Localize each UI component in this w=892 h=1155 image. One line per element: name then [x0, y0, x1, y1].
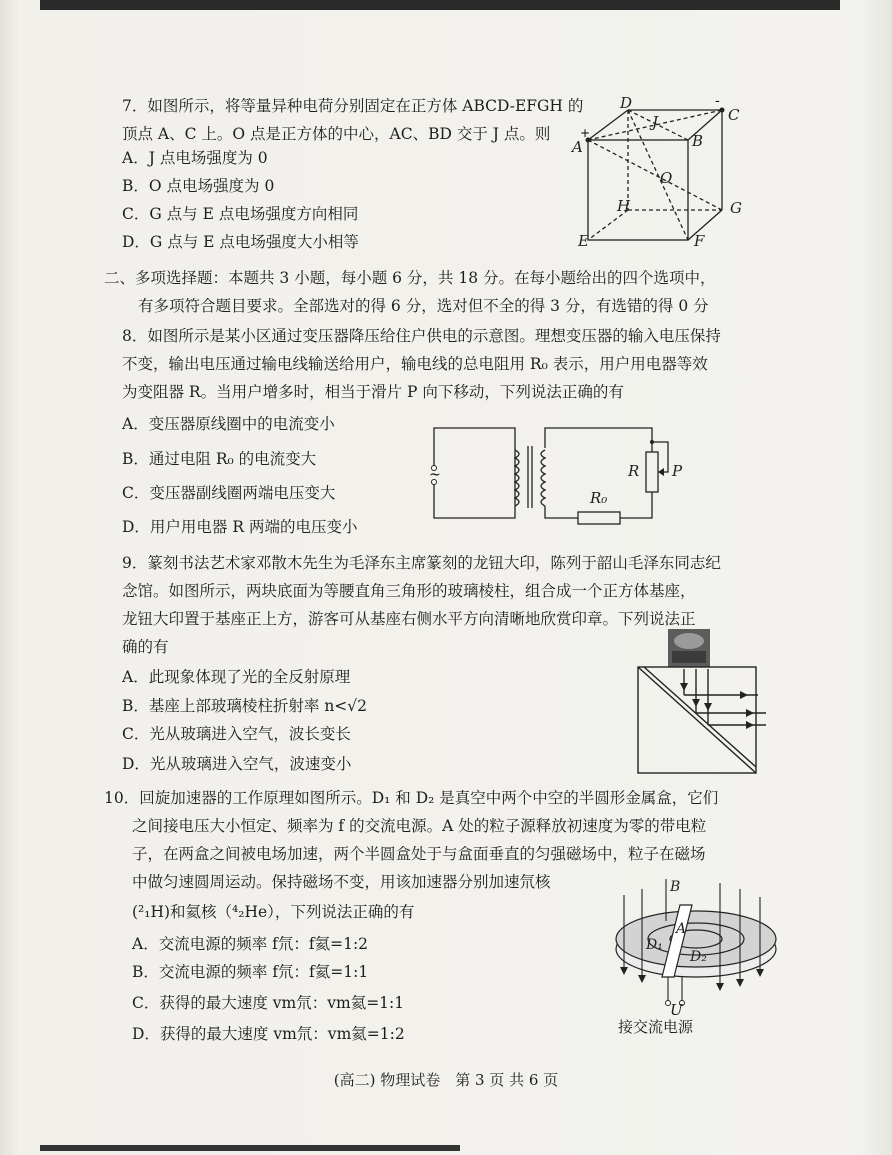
q9-option-c: C．光从玻璃进入空气，波长变长	[122, 725, 351, 743]
cube-label-j: J	[652, 113, 659, 131]
q10-stem-line1: 10．回旋加速器的工作原理如图所示。D₁ 和 D₂ 是真空中两个中空的半圆形金属盒，它们	[104, 789, 719, 807]
q9-stem-line1: 9．篆刻书法艺术家邓散木先生为毛泽东主席篆刻的龙钮大印，陈列于韶山毛泽东同志纪	[122, 554, 721, 572]
cube-label-f: F	[694, 232, 705, 250]
q8-stem-line3: 为变阻器 R。当用户增多时，相当于滑片 P 向下移动，下列说法正确的有	[122, 383, 624, 401]
q8-stem-line2: 不变，输出电压通过输电线输送给用户，输电线的总电阻用 R₀ 表示，用户用电器等效	[122, 355, 708, 373]
resistor-r-label: R	[628, 462, 640, 480]
q9-option-d: D．光从玻璃进入空气，波速变小	[122, 755, 352, 773]
cube-label-d: D	[620, 95, 633, 112]
q8-option-c: C．变压器副线圈两端电压变大	[122, 484, 336, 502]
q8-option-b: B．通过电阻 R₀ 的电流变大	[122, 450, 317, 468]
section2-header-line2: 有多项符合题目要求。全部选对的得 6 分，选对但不全的得 3 分，有选错的得 0 分	[138, 297, 709, 315]
cyclotron-label-d2: D₂	[690, 949, 707, 965]
q7-option-c: C．G 点与 E 点电场强度方向相同	[122, 205, 359, 223]
scan-edge-top	[40, 0, 840, 10]
resistor-r0-label: R₀	[590, 489, 608, 507]
q7-stem-line2: 顶点 A、C 上。O 点是正方体的中心，AC、BD 交于 J 点。则	[122, 125, 551, 143]
q7-option-d: D．G 点与 E 点电场强度大小相等	[122, 233, 359, 251]
q9-stem-line2: 念馆。如图所示，两块底面为等腰直角三角形的玻璃棱柱，组合成一个正方体基座，	[122, 582, 696, 600]
cube-label-b: B	[692, 132, 704, 150]
q10-option-b: B．交流电源的频率 f氘：f氦=1:1	[132, 963, 369, 981]
plus-charge-label: +	[580, 126, 591, 140]
q8-option-d: D．用户用电器 R 两端的电压变小	[122, 518, 358, 536]
q10-stem-line3: 子，在两盒之间被电场加速，两个半圆盒处于与盒面垂直的匀强磁场中，粒子在磁场	[132, 845, 706, 863]
q9-option-a: A．此现象体现了光的全反射原理	[122, 668, 351, 686]
q10-option-c: C．获得的最大速度 vm氘：vm氦=1:1	[132, 994, 405, 1012]
q10-stem-line2: 之间接电压大小恒定、频率为 f 的交流电源。A 处的粒子源释放初速度为零的带电粒	[132, 817, 707, 835]
cube-label-h: H	[617, 197, 631, 215]
cyclotron-label-b: B	[670, 879, 681, 895]
q9-stem-line4: 确的有	[122, 638, 169, 656]
q10-stem-line5: (²₁H)和氦核（⁴₂He），下列说法正确的有	[132, 903, 415, 921]
cyclotron-label-a: A	[676, 921, 687, 937]
cube-label-c: C	[728, 106, 740, 124]
scan-edge-bottom	[40, 1145, 460, 1151]
q10-cyclotron-figure	[600, 875, 790, 1015]
q9-stem-line3: 龙钮大印置于基座正上方，游客可从基座右侧水平方向清晰地欣赏印章。下列说法正	[122, 610, 696, 628]
cube-label-o: O	[660, 169, 673, 187]
cube-label-g: G	[730, 199, 742, 217]
q7-option-b: B．O 点电场强度为 0	[122, 177, 275, 195]
q8-option-a: A．变压器原线圈中的电流变小	[122, 415, 335, 433]
cyclotron-label-u: U	[670, 1001, 683, 1015]
cube-label-e: E	[578, 232, 589, 250]
q10-figure-caption: 接交流电源	[618, 1018, 694, 1036]
q9-option-b: B．基座上部玻璃棱柱折射率 n<√2	[122, 697, 368, 715]
cube-label-a: A	[572, 138, 583, 156]
q7-stem-line1: 7．如图所示，将等量异种电荷分别固定在正方体 ABCD-EFGH 的	[122, 97, 584, 115]
slider-p-label: P	[672, 462, 683, 480]
section2-header-line1: 二、多项选择题：本题共 3 小题，每小题 6 分，共 18 分。在每小题给出的四个选项中，	[104, 269, 716, 287]
q10-option-a: A．交流电源的频率 f氘：f氦=1:2	[132, 935, 369, 953]
q8-transformer-circuit	[420, 420, 700, 530]
q9-prism-figure	[630, 625, 770, 777]
q8-stem-line1: 8．如图所示是某小区通过变压器降压给住户供电的示意图。理想变压器的输入电压保持	[122, 327, 721, 345]
q10-option-d: D．获得的最大速度 vm氘：vm氦=1:2	[132, 1025, 405, 1043]
minus-charge-label: -	[715, 95, 720, 109]
q7-option-a: A．J 点电场强度为 0	[122, 149, 268, 167]
cyclotron-label-d1: D₁	[646, 937, 663, 953]
page-footer: (高二) 物理试卷 第 3 页 共 6 页	[333, 1071, 559, 1089]
q7-cube-figure	[570, 95, 760, 255]
ac-source-symbol: ~	[429, 467, 441, 483]
q10-stem-line4: 中做匀速圆周运动。保持磁场不变，用该加速器分别加速氘核	[132, 873, 551, 891]
